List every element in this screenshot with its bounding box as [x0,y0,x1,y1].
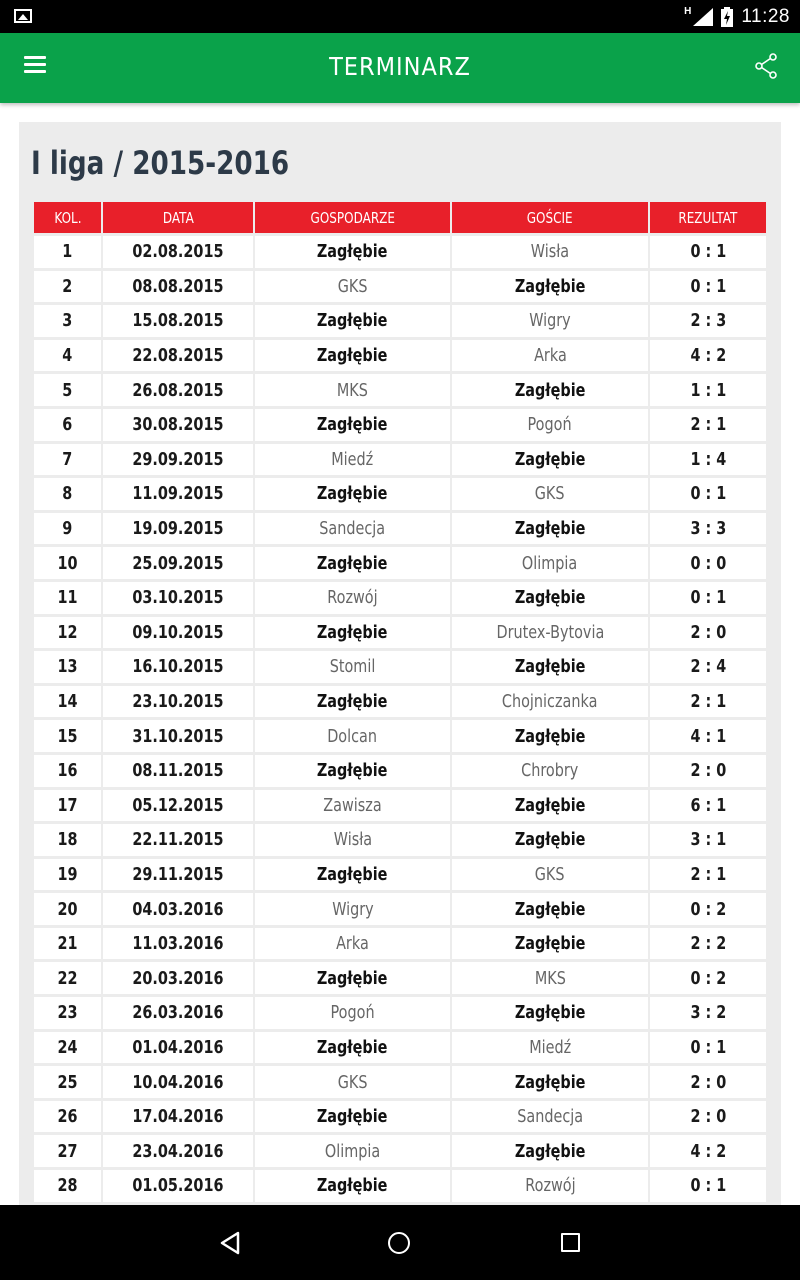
away-team-cell: Zagłębie [452,513,648,545]
away-team-cell: Zagłębie [452,271,648,303]
date-cell: 30.08.2015 [103,409,253,441]
round-cell: 2 [34,271,101,303]
date-cell: 25.09.2015 [103,547,253,579]
table-row [34,824,766,856]
result-cell: 0 : 2 [650,962,766,994]
table-row [34,686,766,718]
home-team-cell: GKS [255,1066,450,1098]
result-cell: 4 : 2 [650,340,766,372]
round-cell: 6 [34,409,101,441]
round-cell: 15 [34,720,101,752]
table-row [34,893,766,925]
home-team-cell: Zagłębie [255,686,450,718]
result-cell: 2 : 1 [650,859,766,891]
result-cell: 2 : 0 [650,1066,766,1098]
table-row [34,1135,766,1167]
result-cell: 3 : 2 [650,997,766,1029]
away-team-cell: Pogoń [452,409,648,441]
away-team-cell: Zagłębie [452,582,648,614]
date-cell: 08.08.2015 [103,271,253,303]
table-row [34,928,766,960]
date-cell: 23.10.2015 [103,686,253,718]
home-team-cell: Pogoń [255,997,450,1029]
navigation-bar [0,1205,800,1280]
home-team-cell: Miedź [255,444,450,476]
round-cell: 14 [34,686,101,718]
home-team-cell: Zawisza [255,790,450,822]
table-row [34,790,766,822]
home-team-cell: Olimpia [255,1135,450,1167]
result-cell: 2 : 0 [650,755,766,787]
result-cell: 3 : 1 [650,824,766,856]
date-cell: 20.03.2016 [103,962,253,994]
network-type-label: H [684,6,692,17]
date-cell: 10.04.2016 [103,1066,253,1098]
date-cell: 02.08.2015 [103,236,253,268]
table-row [34,374,766,406]
table-row [34,720,766,752]
schedule-table [32,199,768,1222]
table-row [34,651,766,683]
table-row [34,962,766,994]
result-cell: 0 : 2 [650,893,766,925]
away-team-cell: Rozwój [452,1170,648,1202]
round-cell: 20 [34,893,101,925]
round-cell: 5 [34,374,101,406]
round-cell: 11 [34,582,101,614]
round-cell: 22 [34,962,101,994]
away-team-cell: Zagłębie [452,790,648,822]
result-cell: 0 : 1 [650,236,766,268]
home-team-cell: Zagłębie [255,617,450,649]
back-icon[interactable] [219,1231,241,1255]
away-team-cell: Drutex-Bytovia [452,617,648,649]
table-row [34,444,766,476]
result-cell: 1 : 4 [650,444,766,476]
share-icon[interactable] [754,53,778,79]
result-cell: 2 : 1 [650,409,766,441]
table-row [34,617,766,649]
status-bar [0,0,800,33]
round-cell: 18 [34,824,101,856]
home-team-cell: Stomil [255,651,450,683]
away-team-cell: Zagłębie [452,1135,648,1167]
status-icons [684,0,790,33]
date-cell: 04.03.2016 [103,893,253,925]
table-row [34,271,766,303]
round-cell: 8 [34,478,101,510]
round-cell: 23 [34,997,101,1029]
date-cell: 03.10.2015 [103,582,253,614]
date-cell: 08.11.2015 [103,755,253,787]
table-row [34,513,766,545]
battery-icon [721,7,733,27]
round-cell: 25 [34,1066,101,1098]
date-cell: 22.08.2015 [103,340,253,372]
table-row [34,1101,766,1133]
home-team-cell: Arka [255,928,450,960]
home-team-cell: Zagłębie [255,409,450,441]
result-cell: 2 : 1 [650,686,766,718]
away-team-cell: Wigry [452,305,648,337]
away-team-cell: Chrobry [452,755,648,787]
home-team-cell: Zagłębie [255,1032,450,1064]
page-title: TERMINARZ [329,52,471,81]
home-team-cell: Rozwój [255,582,450,614]
schedule-card [19,122,781,1222]
round-cell: 21 [34,928,101,960]
column-header-data: DATA [103,202,253,233]
away-team-cell: GKS [452,478,648,510]
date-cell: 11.09.2015 [103,478,253,510]
away-team-cell: Zagłębie [452,444,648,476]
home-team-cell: Dolcan [255,720,450,752]
round-cell: 12 [34,617,101,649]
round-cell: 17 [34,790,101,822]
table-row [34,1066,766,1098]
home-icon[interactable] [388,1232,410,1254]
result-cell: 2 : 4 [650,651,766,683]
table-row [34,478,766,510]
away-team-cell: Zagłębie [452,1066,648,1098]
away-team-cell: Zagłębie [452,928,648,960]
round-cell: 13 [34,651,101,683]
column-header-rezultat: REZULTAT [650,202,766,233]
home-team-cell: Zagłębie [255,340,450,372]
away-team-cell: Sandecja [452,1101,648,1133]
away-team-cell: Olimpia [452,547,648,579]
signal-icon [693,8,713,26]
round-cell: 9 [34,513,101,545]
home-team-cell: Zagłębie [255,1101,450,1133]
away-team-cell: Zagłębie [452,997,648,1029]
result-cell: 1 : 1 [650,374,766,406]
away-team-cell: GKS [452,859,648,891]
result-cell: 4 : 2 [650,1135,766,1167]
date-cell: 05.12.2015 [103,790,253,822]
home-team-cell: Sandecja [255,513,450,545]
away-team-cell: Arka [452,340,648,372]
result-cell: 3 : 3 [650,513,766,545]
season-heading: I liga / 2015-2016 [31,144,290,182]
table-row [34,1032,766,1064]
away-team-cell: Zagłębie [452,720,648,752]
date-cell: 15.08.2015 [103,305,253,337]
round-cell: 28 [34,1170,101,1202]
away-team-cell: MKS [452,962,648,994]
away-team-cell: Miedź [452,1032,648,1064]
table-row [34,547,766,579]
round-cell: 16 [34,755,101,787]
table-row [34,340,766,372]
table-row [34,859,766,891]
home-team-cell: Zagłębie [255,755,450,787]
away-team-cell: Wisła [452,236,648,268]
date-cell: 29.11.2015 [103,859,253,891]
table-row [34,236,766,268]
round-cell: 19 [34,859,101,891]
date-cell: 26.08.2015 [103,374,253,406]
result-cell: 6 : 1 [650,790,766,822]
away-team-cell: Zagłębie [452,374,648,406]
date-cell: 11.03.2016 [103,928,253,960]
round-cell: 3 [34,305,101,337]
date-cell: 29.09.2015 [103,444,253,476]
round-cell: 24 [34,1032,101,1064]
date-cell: 23.04.2016 [103,1135,253,1167]
recents-icon[interactable] [561,1233,580,1252]
table-row [34,409,766,441]
table-row [34,305,766,337]
date-cell: 17.04.2016 [103,1101,253,1133]
gallery-notification-icon [14,9,32,23]
table-row [34,755,766,787]
round-cell: 10 [34,547,101,579]
date-cell: 19.09.2015 [103,513,253,545]
away-team-cell: Zagłębie [452,893,648,925]
result-cell: 0 : 1 [650,1170,766,1202]
home-team-cell: Zagłębie [255,859,450,891]
result-cell: 2 : 3 [650,305,766,337]
date-cell: 16.10.2015 [103,651,253,683]
away-team-cell: Zagłębie [452,651,648,683]
round-cell: 1 [34,236,101,268]
result-cell: 2 : 0 [650,617,766,649]
table-row [34,582,766,614]
column-header-kol: KOL. [34,202,101,233]
home-team-cell: GKS [255,271,450,303]
home-team-cell: MKS [255,374,450,406]
date-cell: 09.10.2015 [103,617,253,649]
app-bar [0,33,800,103]
round-cell: 27 [34,1135,101,1167]
home-team-cell: Zagłębie [255,305,450,337]
result-cell: 0 : 1 [650,582,766,614]
away-team-cell: Chojniczanka [452,686,648,718]
result-cell: 4 : 1 [650,720,766,752]
date-cell: 31.10.2015 [103,720,253,752]
result-cell: 2 : 2 [650,928,766,960]
home-team-cell: Wisła [255,824,450,856]
date-cell: 22.11.2015 [103,824,253,856]
clock: 11:28 [741,5,790,27]
table-header-row [34,202,766,233]
round-cell: 4 [34,340,101,372]
round-cell: 26 [34,1101,101,1133]
away-team-cell: Zagłębie [452,824,648,856]
result-cell: 0 : 1 [650,271,766,303]
column-header-goscie: GOŚCIE [452,202,648,233]
date-cell: 26.03.2016 [103,997,253,1029]
date-cell: 01.04.2016 [103,1032,253,1064]
result-cell: 0 : 0 [650,547,766,579]
table-row [34,997,766,1029]
date-cell: 01.05.2016 [103,1170,253,1202]
result-cell: 0 : 1 [650,1032,766,1064]
home-team-cell: Wigry [255,893,450,925]
column-header-gospodarze: GOSPODARZE [255,202,450,233]
round-cell: 7 [34,444,101,476]
home-team-cell: Zagłębie [255,236,450,268]
home-team-cell: Zagłębie [255,1170,450,1202]
result-cell: 0 : 1 [650,478,766,510]
table-row [34,1170,766,1202]
home-team-cell: Zagłębie [255,478,450,510]
home-team-cell: Zagłębie [255,962,450,994]
result-cell: 2 : 0 [650,1101,766,1133]
home-team-cell: Zagłębie [255,547,450,579]
